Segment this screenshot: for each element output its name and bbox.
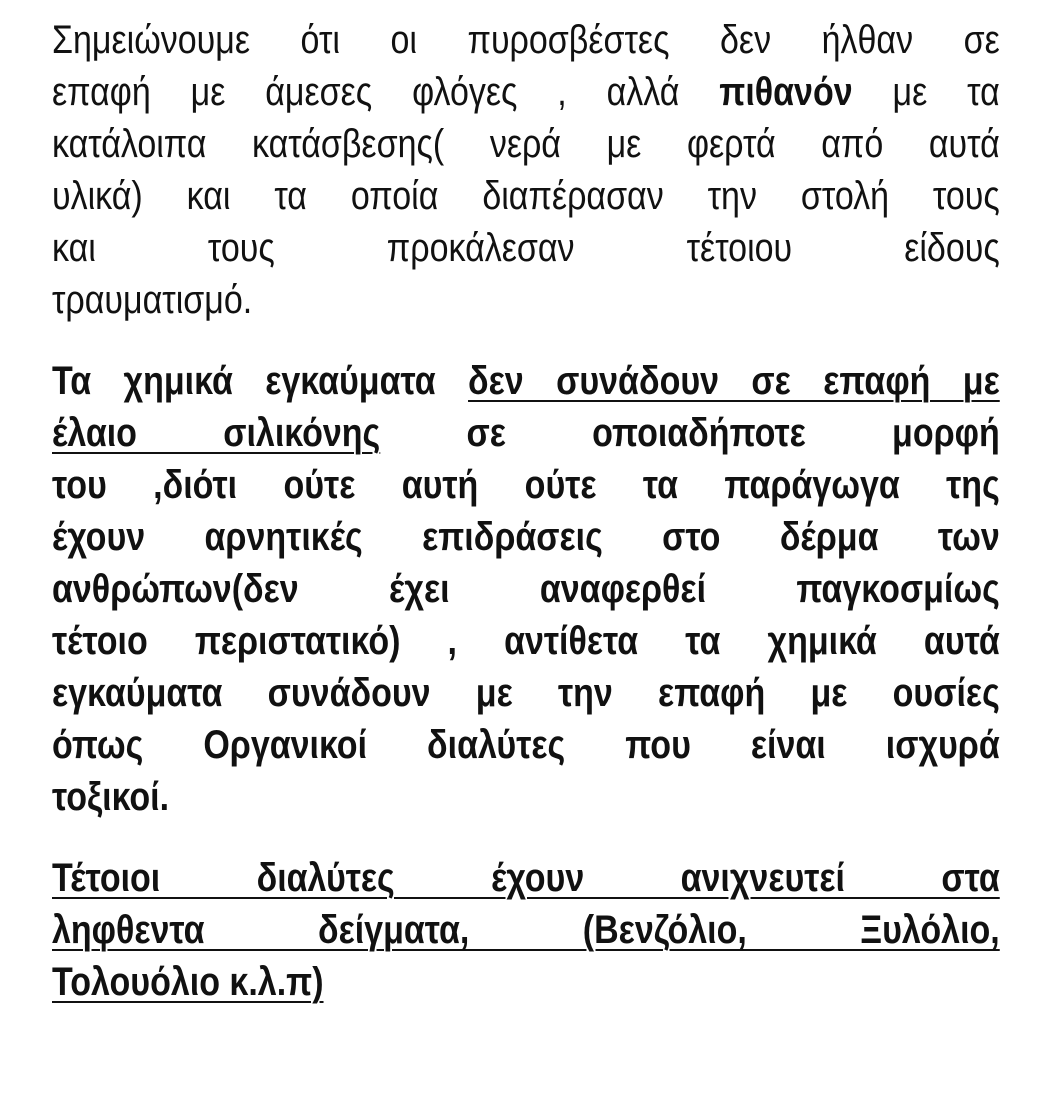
text-line bbox=[52, 719, 1000, 771]
text-line bbox=[52, 274, 1000, 326]
text-line bbox=[52, 563, 1000, 615]
text-line bbox=[52, 904, 1000, 956]
text-line bbox=[52, 667, 1000, 719]
text-run: και τους προκάλεσαν τέτοιου είδους bbox=[52, 226, 1000, 270]
text-line bbox=[52, 355, 1000, 407]
text-run: τραυματισμό. bbox=[52, 278, 253, 322]
text-run: με τα bbox=[852, 70, 1000, 114]
text-run: έχουν αρνητικές επιδράσεις στο δέρμα των bbox=[52, 515, 1000, 559]
text-line bbox=[52, 615, 1000, 667]
text-line bbox=[52, 459, 1000, 511]
underlined-text: έλαιο σιλικόνης bbox=[52, 411, 381, 455]
paragraph-3 bbox=[52, 852, 1000, 1008]
text-run: Σημειώνουμε ότι οι πυροσβέστες δεν ήλθαν σε bbox=[52, 18, 1000, 62]
text-line bbox=[52, 14, 1000, 66]
text-line bbox=[52, 222, 1000, 274]
bold-text: πιθανόν bbox=[719, 70, 853, 114]
text-run: ανθρώπων(δεν έχει αναφερθεί παγκοσμίως bbox=[52, 567, 1000, 611]
text-line bbox=[52, 170, 1000, 222]
text-run: κατάλοιπα κατάσβεσης( νερά με φερτά από αυτά bbox=[52, 122, 1000, 166]
text-line bbox=[52, 956, 1000, 1008]
text-run: τέτοιο περιστατικό) , αντίθετα τα χημικά αυτά bbox=[52, 619, 1000, 663]
underlined-text: Τέτοιοι διαλύτες έχουν ανιχνευτεί στα bbox=[52, 856, 1000, 900]
text-line bbox=[52, 771, 1000, 823]
text-line bbox=[52, 66, 1000, 118]
text-run: όπως Οργανικοί διαλύτες που είναι ισχυρά bbox=[52, 723, 1000, 767]
text-run: Τα χημικά εγκαύματα bbox=[52, 359, 469, 403]
text-run: τοξικοί. bbox=[52, 775, 170, 819]
text-line bbox=[52, 118, 1000, 170]
underlined-text: ληφθεντα δείγματα, (Βενζόλιο, Ξυλόλιο, bbox=[52, 908, 1000, 952]
document-body bbox=[52, 14, 1000, 1008]
text-run: επαφή με άμεσες φλόγες , αλλά bbox=[52, 70, 720, 114]
text-line bbox=[52, 852, 1000, 904]
text-run: σε οποιαδήποτε μορφή bbox=[380, 411, 1000, 455]
text-run: του ,διότι ούτε αυτή ούτε τα παράγωγα της bbox=[52, 463, 1000, 507]
paragraph-2 bbox=[52, 355, 1000, 823]
text-line bbox=[52, 511, 1000, 563]
text-run: εγκαύματα συνάδουν με την επαφή με ουσίες bbox=[52, 671, 1000, 715]
text-line bbox=[52, 407, 1000, 459]
underlined-text: δεν συνάδουν σε επαφή με bbox=[468, 359, 1000, 403]
text-run: υλικά) και τα οποία διαπέρασαν την στολή τους bbox=[52, 174, 1000, 218]
underlined-text: Τολουόλιο κ.λ.π) bbox=[52, 960, 324, 1004]
paragraph-1 bbox=[52, 14, 1000, 326]
